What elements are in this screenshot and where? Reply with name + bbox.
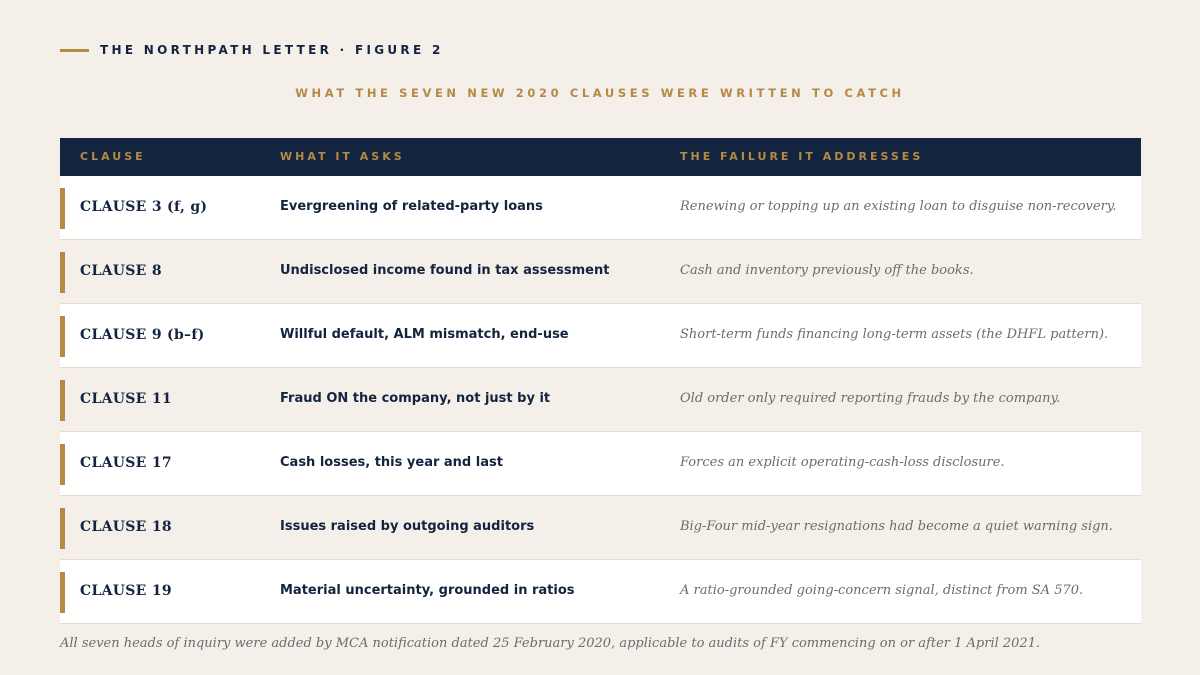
table-row (60, 176, 1141, 240)
table-row (60, 560, 1141, 624)
column-header-failure: THE FAILURE IT ADDRESSES (680, 150, 924, 163)
row-accent-bar (60, 572, 65, 613)
table-row (60, 304, 1141, 368)
failure-cell: Cash and inventory previously off the books. (680, 263, 974, 278)
column-header-what-it-asks: WHAT IT ASKS (280, 150, 405, 163)
kicker-text: THE NORTHPATH LETTER · FIGURE 2 (100, 43, 444, 57)
clause-cell: CLAUSE 8 (80, 263, 162, 279)
clause-cell: CLAUSE 9 (b–f) (80, 327, 205, 343)
failure-cell: Old order only required reporting frauds by the company. (680, 391, 1061, 406)
table-row (60, 432, 1141, 496)
clause-cell: CLAUSE 18 (80, 519, 172, 535)
failure-cell: A ratio-grounded going-concern signal, distinct from SA 570. (680, 583, 1084, 598)
failure-cell: Renewing or topping up an existing loan to disguise non-recovery. (680, 199, 1117, 214)
asks-cell: Cash losses, this year and last (280, 455, 503, 470)
kicker-rule (60, 49, 89, 52)
clause-cell: CLAUSE 11 (80, 391, 172, 407)
asks-cell: Fraud ON the company, not just by it (280, 391, 551, 406)
table-row (60, 368, 1141, 432)
row-accent-bar (60, 508, 65, 549)
row-accent-bar (60, 380, 65, 421)
row-accent-bar (60, 316, 65, 357)
asks-cell: Issues raised by outgoing auditors (280, 519, 535, 534)
clause-cell: CLAUSE 19 (80, 583, 172, 599)
figure-kicker (60, 40, 444, 60)
table-row (60, 496, 1141, 560)
clause-cell: CLAUSE 17 (80, 455, 172, 471)
asks-cell: Evergreening of related-party loans (280, 199, 543, 214)
asks-cell: Undisclosed income found in tax assessment (280, 263, 610, 278)
asks-cell: Material uncertainty, grounded in ratios (280, 583, 575, 598)
failure-cell: Big-Four mid-year resignations had become a quiet warning sign. (680, 519, 1113, 534)
row-accent-bar (60, 252, 65, 293)
table-header (60, 138, 1141, 176)
failure-cell: Short-term funds financing long-term assets (the DHFL pattern). (680, 327, 1109, 342)
clauses-table (60, 138, 1141, 624)
asks-cell: Willful default, ALM mismatch, end-use (280, 327, 569, 342)
row-accent-bar (60, 188, 65, 229)
row-accent-bar (60, 444, 65, 485)
figure-subtitle: WHAT THE SEVEN NEW 2020 CLAUSES WERE WRITTEN TO CATCH (295, 86, 905, 100)
footnote: All seven heads of inquiry were added by MCA notification dated 25 February 2020, applicable to audits of FY commencing on or after 1 April 2021. (60, 636, 1041, 651)
clause-cell: CLAUSE 3 (f, g) (80, 199, 208, 215)
table-row (60, 240, 1141, 304)
column-header-clause: CLAUSE (80, 150, 146, 163)
failure-cell: Forces an explicit operating-cash-loss disclosure. (680, 455, 1005, 470)
